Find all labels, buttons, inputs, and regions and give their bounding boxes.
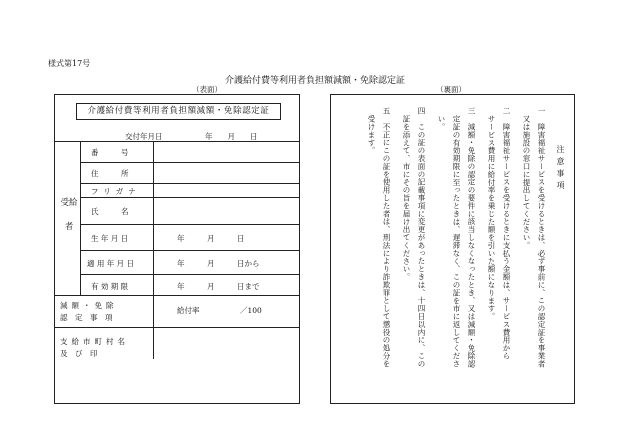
grid-line — [55, 327, 299, 328]
front-card — [54, 94, 300, 404]
grid-line — [55, 295, 299, 296]
note-item-4-cont: 証を添えて、市にその旨を届け出てください。 — [402, 115, 411, 281]
benefit-rate-value: ／100 — [240, 306, 262, 315]
issuer-label-line2: 及 び 印 — [60, 349, 98, 358]
note-item-2-cont: サービス費用に給付率を乗じた額を引いた額になります。 — [487, 115, 496, 321]
grid-line — [80, 162, 299, 163]
grid-line — [80, 250, 299, 251]
notes-title: 注意事項 — [556, 145, 565, 193]
recipient-label: 受給者 — [60, 198, 78, 232]
note-item-1: 一 障害福祉サービスを受けるときは、必ず事前に、この認定証を事業者 — [537, 107, 546, 368]
back-side-label: （裏面） — [436, 85, 466, 94]
note-item-5-cont: 受けます。 — [367, 115, 376, 155]
note-item-3-cont: 定証の有効期限に至ったときは、遅滞なく、この証を市に返してくださ — [452, 115, 461, 368]
name-label: 氏 名 — [91, 207, 129, 216]
note-item-1-cont: 又は施設の窓口に提出してください。 — [522, 115, 531, 250]
issue-date-label: 交付年月日 — [125, 132, 163, 141]
number-label: 番 号 — [91, 148, 129, 157]
note-item-3-end: い。 — [437, 115, 446, 131]
birthdate-value: 年 月 日 — [177, 234, 245, 243]
grid-line — [80, 224, 299, 225]
effective-date-value: 年 月 日から — [177, 259, 260, 268]
issuer-label-line1: 支給市町村名 — [60, 337, 129, 346]
reduction-label-line1: 減額・免除 — [60, 301, 118, 310]
document-title: 介護給付費等利用者負担額減額・免除認定証 — [224, 76, 405, 86]
reduction-label-line2: 認 定 事 項 — [60, 313, 113, 322]
birthdate-label: 生 年 月 日 — [91, 234, 129, 243]
benefit-rate-label: 給付率 — [177, 306, 200, 315]
issue-date-value: 年 月 日 — [205, 132, 258, 141]
grid-line — [55, 141, 299, 142]
front-side-label: （表面） — [192, 85, 222, 94]
address-label: 住 所 — [91, 169, 129, 178]
note-item-2: 二 障害福祉サービスを受けるときに支払う金額は、サービス費用から — [502, 107, 511, 360]
effective-date-label: 適 用 年 月 日 — [87, 259, 135, 268]
note-item-3: 三 減額・免除の認定の要件に該当しなくなったとき、又は減額・免除認 — [467, 107, 476, 368]
grid-line — [80, 197, 299, 198]
note-item-4: 四 この証の表面の記載事項に変更があったときは、十四日以内に、この — [417, 107, 426, 368]
form-number: 様式第17号 — [48, 59, 91, 68]
back-card — [330, 94, 575, 404]
furigana-label: フリガナ — [91, 187, 141, 196]
expiry-value: 年 月 日まで — [177, 282, 260, 291]
grid-line — [80, 274, 299, 275]
grid-line — [80, 183, 299, 184]
expiry-label: 有 効 期 限 — [91, 282, 129, 291]
certificate-title-box: 介護給付費等利用者負担額減額・免除認定証 — [76, 103, 281, 120]
grid-line — [80, 141, 81, 295]
note-item-5: 五 不正にこの証を使用した者は、刑法により詐欺罪として懲役の処分を — [382, 107, 391, 368]
